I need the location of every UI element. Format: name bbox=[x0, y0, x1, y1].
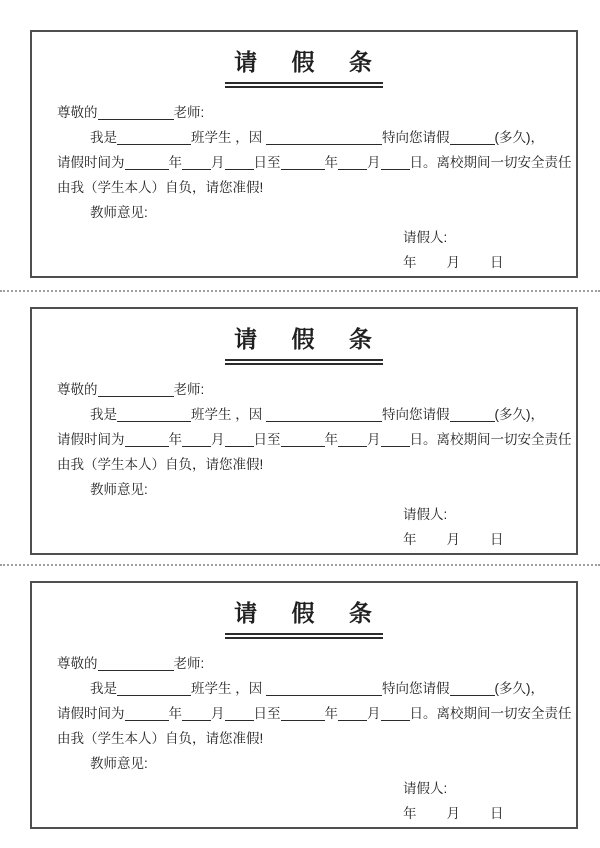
body-line bbox=[57, 150, 572, 175]
line-text: 月 bbox=[367, 155, 381, 170]
blank-field bbox=[450, 131, 495, 145]
blank-field bbox=[117, 682, 191, 696]
line-text: 请假时间为 bbox=[57, 706, 125, 721]
line-text: 特向您请假 bbox=[382, 681, 450, 696]
body-line bbox=[57, 676, 558, 701]
line-text: 尊敬的 bbox=[57, 382, 98, 397]
line-text: 我是 bbox=[90, 407, 117, 422]
line-text: 由我（学生本人）自负，请您准假! bbox=[57, 731, 264, 746]
blank-field bbox=[182, 707, 211, 721]
slip-title: 请 假 条 bbox=[234, 326, 374, 352]
body-line bbox=[57, 200, 558, 225]
body-line bbox=[57, 175, 558, 200]
signer-label: 请假人: bbox=[403, 507, 448, 522]
cut-line bbox=[0, 564, 600, 566]
date-month-label: 月 bbox=[446, 255, 460, 270]
line-text: 班学生 ，因 bbox=[191, 130, 267, 145]
line-text: 请假时间为 bbox=[57, 155, 125, 170]
date-year-label: 年 bbox=[403, 255, 417, 270]
slip-body-lines bbox=[57, 377, 572, 502]
line-text: 尊敬的 bbox=[57, 105, 98, 120]
leave-slip-3 bbox=[30, 581, 578, 829]
signer-label: 请假人: bbox=[403, 230, 448, 245]
blank-field bbox=[225, 156, 254, 170]
blank-field bbox=[182, 156, 211, 170]
slip-body bbox=[32, 365, 576, 552]
date-line bbox=[403, 801, 558, 826]
line-text: (多久)， bbox=[494, 407, 545, 422]
line-text: 班学生 ，因 bbox=[191, 407, 267, 422]
blank-field bbox=[266, 131, 382, 145]
line-text: 日。离校期间一切安全责任 bbox=[409, 706, 572, 721]
blank-field bbox=[381, 156, 410, 170]
line-text: 请假时间为 bbox=[57, 432, 125, 447]
blank-field bbox=[117, 131, 191, 145]
blank-field bbox=[225, 433, 254, 447]
blank-field bbox=[338, 433, 367, 447]
blank-field bbox=[225, 707, 254, 721]
body-line bbox=[57, 651, 558, 676]
line-text: 日。离校期间一切安全责任 bbox=[409, 432, 572, 447]
line-text: 特向您请假 bbox=[382, 407, 450, 422]
leave-slip-2 bbox=[30, 307, 578, 555]
date-day-label: 日 bbox=[490, 255, 504, 270]
line-text: 年 bbox=[168, 706, 182, 721]
line-text: 老师: bbox=[173, 382, 205, 397]
line-text: (多久)， bbox=[494, 681, 545, 696]
blank-field bbox=[125, 156, 169, 170]
line-text: 月 bbox=[367, 432, 381, 447]
line-text: 由我（学生本人）自负，请您准假! bbox=[57, 180, 264, 195]
line-text: 月 bbox=[211, 432, 225, 447]
line-text: 年 bbox=[324, 432, 338, 447]
blank-field bbox=[381, 433, 410, 447]
body-line bbox=[57, 427, 572, 452]
blank-field bbox=[281, 156, 325, 170]
line-text: 由我（学生本人）自负，请您准假! bbox=[57, 457, 264, 472]
line-text: 日至 bbox=[253, 432, 281, 447]
line-text: 我是 bbox=[90, 681, 117, 696]
blank-field bbox=[125, 433, 169, 447]
leave-slip-1 bbox=[30, 30, 578, 278]
line-text: 年 bbox=[324, 706, 338, 721]
line-text: 年 bbox=[168, 432, 182, 447]
line-text: 教师意见: bbox=[90, 756, 148, 771]
date-month-label: 月 bbox=[446, 806, 460, 821]
date-day-label: 日 bbox=[490, 806, 504, 821]
date-month-label: 月 bbox=[446, 532, 460, 547]
blank-field bbox=[117, 408, 191, 422]
line-text: 教师意见: bbox=[90, 482, 148, 497]
cut-line bbox=[0, 290, 600, 292]
body-line bbox=[57, 751, 558, 776]
body-line bbox=[57, 477, 558, 502]
line-text: 月 bbox=[211, 155, 225, 170]
blank-field bbox=[281, 433, 325, 447]
slip-body bbox=[32, 88, 576, 275]
signature-block bbox=[403, 502, 558, 552]
line-text: 教师意见: bbox=[90, 205, 148, 220]
body-line bbox=[57, 452, 558, 477]
blank-field bbox=[125, 707, 169, 721]
blank-field bbox=[450, 682, 495, 696]
date-year-label: 年 bbox=[403, 806, 417, 821]
blank-field bbox=[338, 156, 367, 170]
blank-field bbox=[266, 682, 382, 696]
body-line bbox=[57, 100, 558, 125]
blank-field bbox=[450, 408, 495, 422]
slip-title: 请 假 条 bbox=[234, 49, 374, 75]
blank-field bbox=[182, 433, 211, 447]
date-year-label: 年 bbox=[403, 532, 417, 547]
line-text: 我是 bbox=[90, 130, 117, 145]
line-text: 班学生 ，因 bbox=[191, 681, 267, 696]
blank-field bbox=[98, 657, 174, 671]
blank-field bbox=[98, 106, 174, 120]
date-line bbox=[403, 527, 558, 552]
line-text: 日。离校期间一切安全责任 bbox=[409, 155, 572, 170]
line-text: 特向您请假 bbox=[382, 130, 450, 145]
line-text: 老师: bbox=[173, 656, 205, 671]
signer-label: 请假人: bbox=[403, 781, 448, 796]
line-text: (多久)， bbox=[494, 130, 545, 145]
slip-body-lines bbox=[57, 651, 572, 776]
body-line bbox=[57, 402, 558, 427]
body-line bbox=[57, 701, 572, 726]
signature-block bbox=[403, 776, 558, 826]
blank-field bbox=[281, 707, 325, 721]
date-day-label: 日 bbox=[490, 532, 504, 547]
slip-body-lines bbox=[57, 100, 572, 225]
line-text: 日至 bbox=[253, 155, 281, 170]
body-line bbox=[57, 125, 558, 150]
line-text: 年 bbox=[168, 155, 182, 170]
line-text: 老师: bbox=[173, 105, 205, 120]
signature-block bbox=[403, 225, 558, 275]
blank-field bbox=[266, 408, 382, 422]
blank-field bbox=[338, 707, 367, 721]
line-text: 年 bbox=[324, 155, 338, 170]
line-text: 日至 bbox=[253, 706, 281, 721]
slip-title: 请 假 条 bbox=[234, 600, 374, 626]
blank-field bbox=[98, 383, 174, 397]
line-text: 尊敬的 bbox=[57, 656, 98, 671]
slip-body bbox=[32, 639, 576, 826]
line-text: 月 bbox=[367, 706, 381, 721]
date-line bbox=[403, 250, 558, 275]
body-line bbox=[57, 377, 558, 402]
body-line bbox=[57, 726, 558, 751]
line-text: 月 bbox=[211, 706, 225, 721]
blank-field bbox=[381, 707, 410, 721]
